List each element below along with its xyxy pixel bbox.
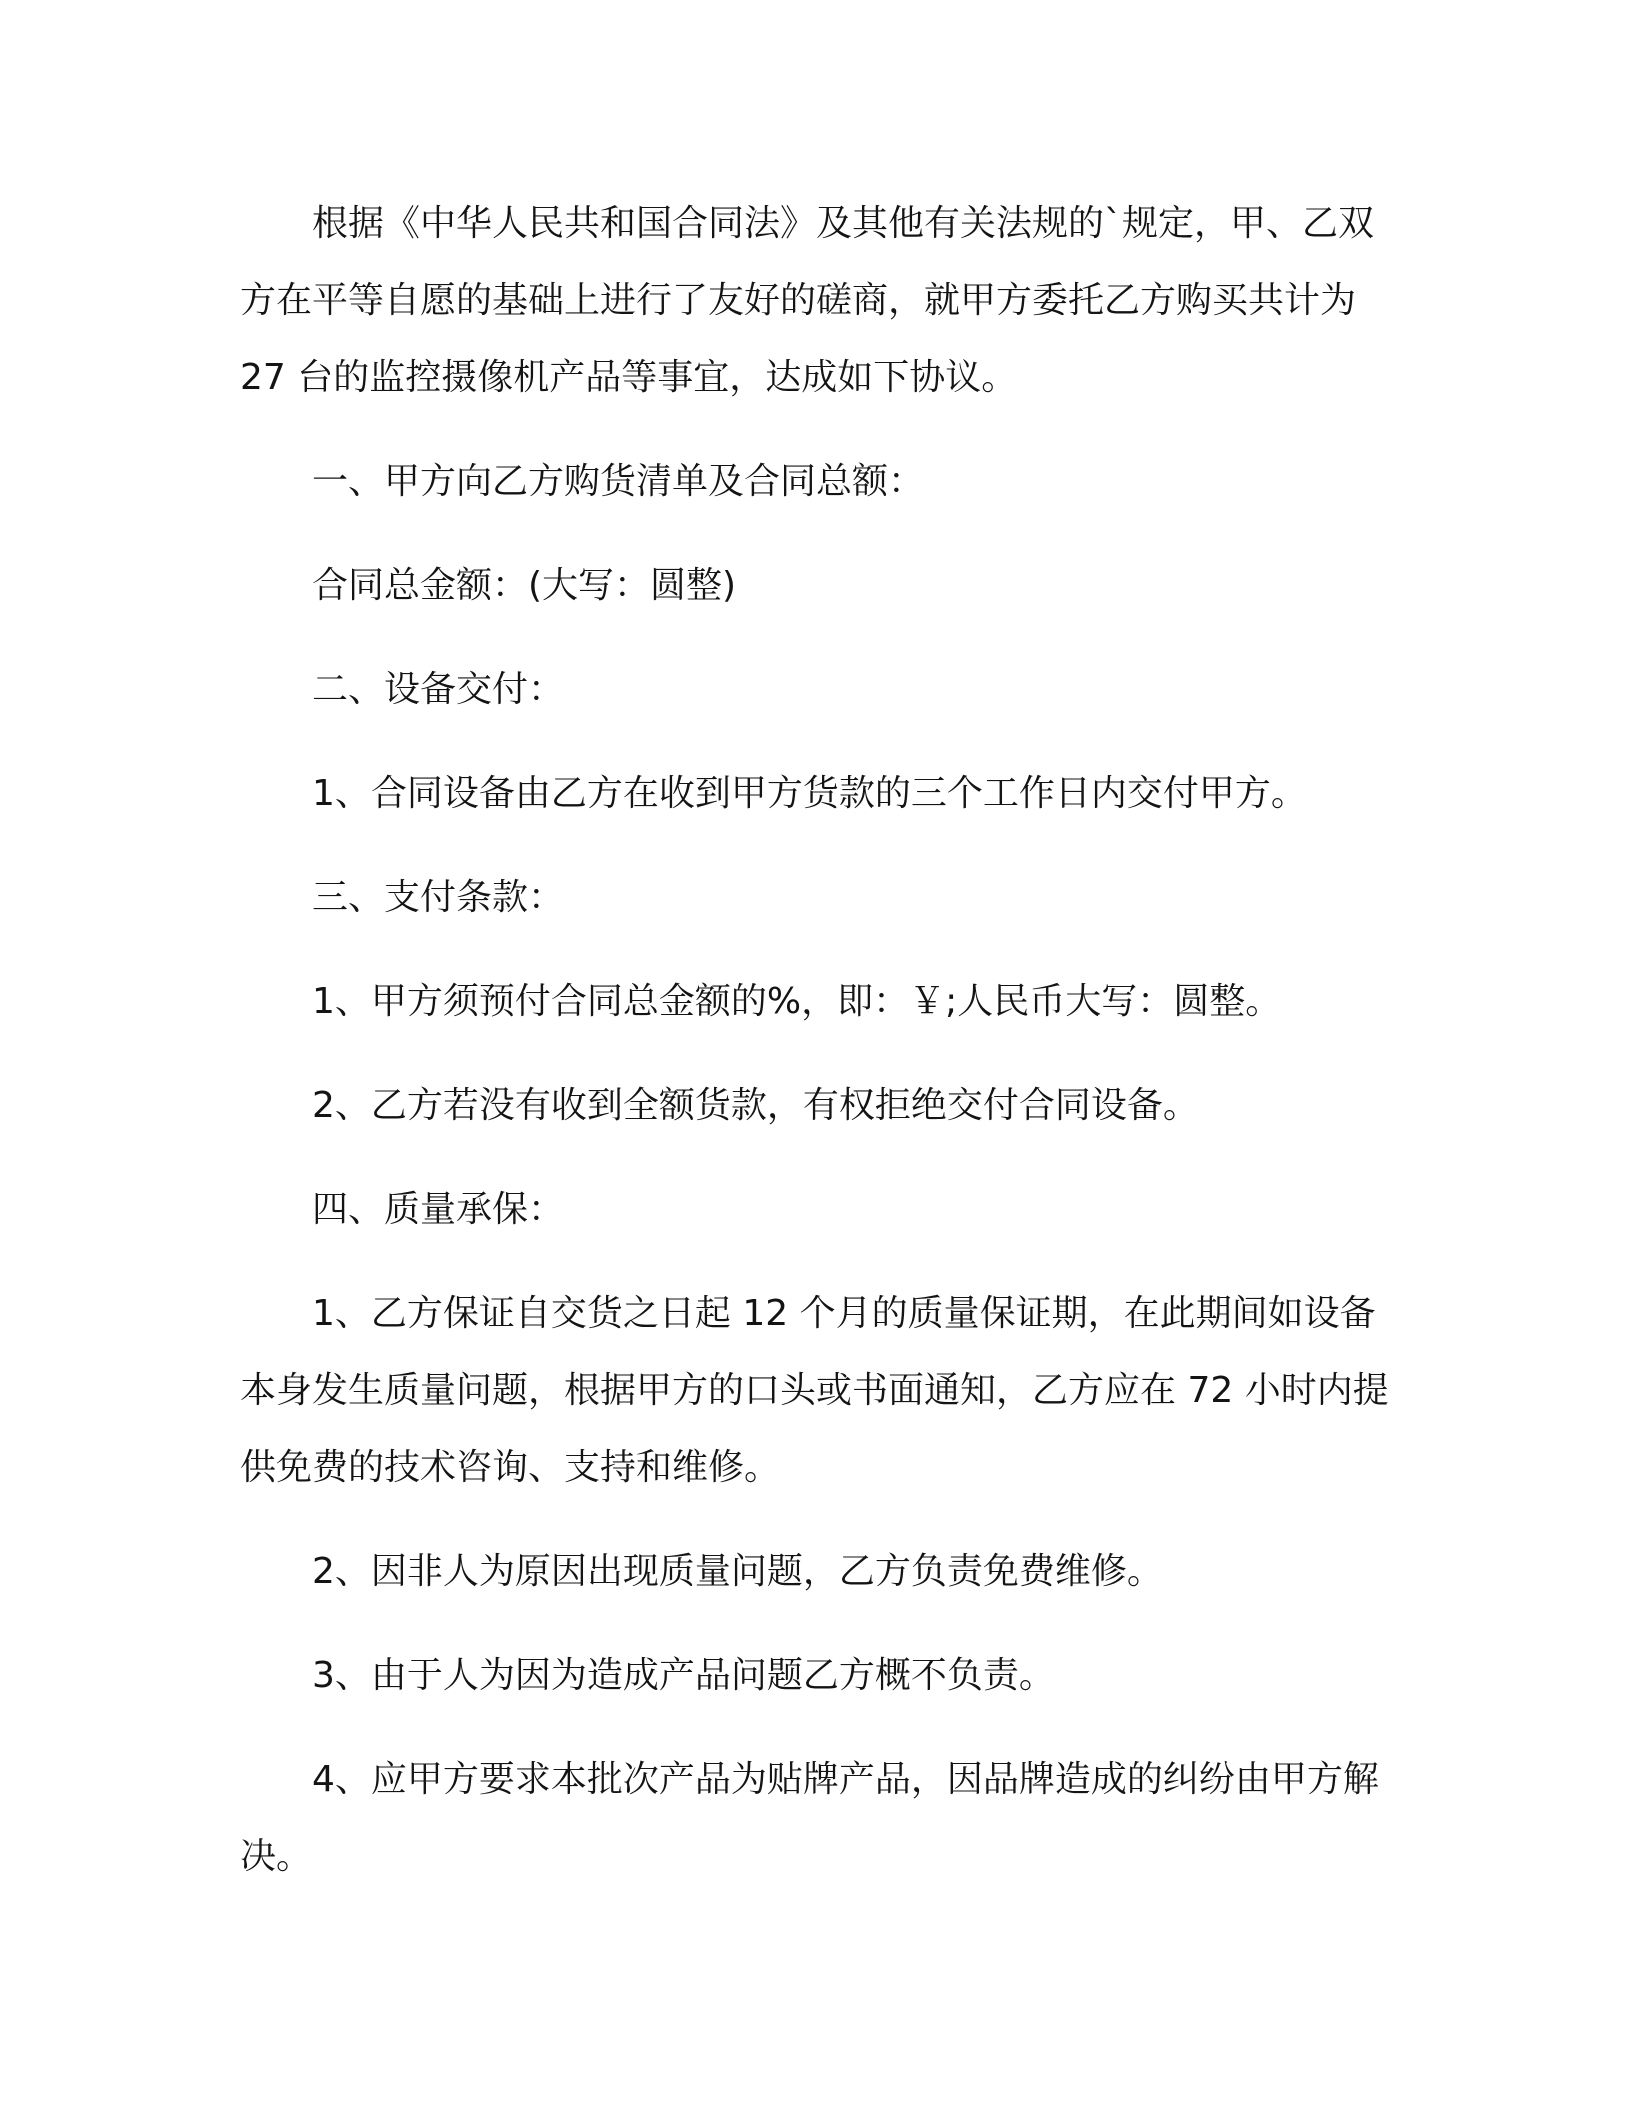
section-heading-delivery: 二、设备交付： bbox=[312, 669, 565, 710]
quality-clause-3: 3、由于人为因为造成产品问题乙方概不负责。 bbox=[312, 1655, 1055, 1696]
quality-clause-2: 2、因非人为原因出现质量问题，乙方负责免费维修。 bbox=[312, 1551, 1163, 1592]
quality-clause-4: 4、应甲方要求本批次产品为贴牌产品，因品牌造成的纠纷由甲方解决。 bbox=[240, 1759, 1379, 1877]
contract-total-amount: 合同总金额：(大写：圆整) bbox=[312, 565, 737, 606]
intro-paragraph: 根据《中华人民共和国合同法》及其他有关法规的`规定，甲、乙双方在平等自愿的基础上进行了友好的磋商，就甲方委托乙方购买共计为 27 台的监控摄像机产品等事宜，达成如下协议。 bbox=[240, 203, 1375, 398]
payment-clause-1: 1、甲方须预付合同总金额的%，即：￥;人民币大写：圆整。 bbox=[312, 981, 1282, 1022]
section-heading-quality: 四、质量承保： bbox=[312, 1189, 565, 1230]
payment-clause-2: 2、乙方若没有收到全额货款，有权拒绝交付合同设备。 bbox=[312, 1085, 1199, 1126]
delivery-clause-1: 1、合同设备由乙方在收到甲方货款的三个工作日内交付甲方。 bbox=[312, 773, 1307, 814]
section-heading-payment: 三、支付条款： bbox=[312, 877, 565, 918]
section-heading-purchase-list: 一、甲方向乙方购货清单及合同总额： bbox=[312, 461, 925, 502]
document-body bbox=[240, 185, 1390, 1922]
quality-clause-1: 1、乙方保证自交货之日起 12 个月的质量保证期，在此期间如设备本身发生质量问题，根据甲方的口头或书面通知，乙方应在 72 小时内提供免费的技术咨询、支持和维修。 bbox=[240, 1293, 1389, 1488]
